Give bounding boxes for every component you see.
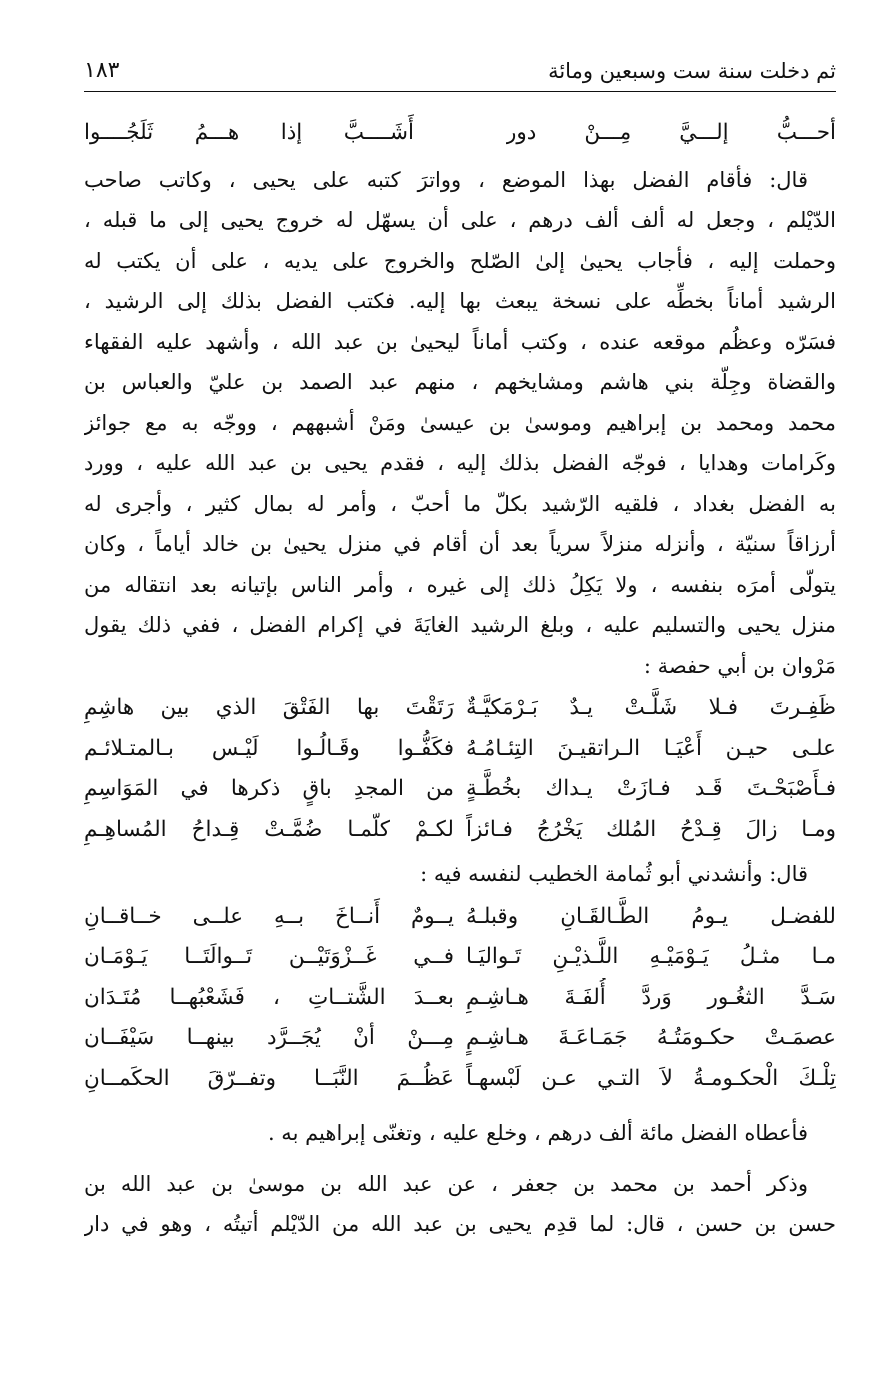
verse-hemistich-right: مـا مثـلُ يَـوْمَيْـهِ اللَّـذيْـنِ تَـواليَـا (466, 944, 836, 969)
spacer (84, 1103, 836, 1113)
verse-hemistich-right: للفضـل يـومُ الطَّـالقَـانِ وقبلـهُ (466, 903, 836, 929)
running-header (84, 55, 836, 92)
paragraph-4 (84, 1164, 836, 1245)
opening-verse (84, 113, 836, 154)
book-page (84, 55, 836, 1345)
verse-hemistich-left: من المجدِ باقٍ ذكرها في المَوَاسِمِ (84, 776, 454, 801)
verse-hemistich-left: لكـمْ كلّمـا ضُمَّـتْ قِـداحُ المُساهِـمِ (84, 816, 454, 842)
text-line: حسن بن حسن ، قال: لما قدِم يحيى بن عبد الله من الدّيْلم أتيتُه ، وهو في دار (84, 1212, 836, 1236)
verse-row (84, 937, 836, 978)
verse-hemistich-right: ظَفِـرتَ فـلا شَلَّـتْ يـدٌ بَـرْمَكيَّـةٌ (466, 695, 836, 720)
paragraph-2: قال: وأنشدني أبو ثُمامة الخطيب لنفسه فيه : (420, 862, 808, 886)
text-line: يتولّى أمرَه بنفسه ، ولا يَكِلُ ذلك إلى غيره ، وأمر الناس بإتيانه بعد انتقاله من (84, 572, 836, 597)
poem-abu-thumama (84, 897, 836, 1100)
verse-hemistich-right: عصمَـتْ حكـومَتُـهُ جَمَـاعَـةَ هـاشِـمٍ (466, 1025, 836, 1050)
verse-row (84, 769, 836, 810)
text-line: فسَرّه وعظُم موقعه عنده ، وكتب أماناً ليحيىٰ بن عبد الله ، وأشهد عليه الفقهاء (84, 329, 836, 354)
verse-hemistich-right: ومـا زالَ قِـدْحُ المُلك يَخْرُجُ فـائزاً (466, 816, 836, 842)
verse-row (84, 729, 836, 770)
paragraph-3: فأعطاه الفضل مائة ألف درهم ، وخلع عليه ، وتغنّى إبراهيم به . (267, 1121, 808, 1145)
verse-hemistich-right: سَـدَّ الثغُـور وَردَّ أُلفَـةَ هـاشِـمِ (466, 984, 836, 1010)
text-line: قال: فأقام الفضل بهذا الموضع ، وواترَ كتبه على يحيى ، وكاتب صاحب (84, 167, 808, 192)
verse-row (84, 688, 836, 729)
verse-hemistich-left: عَظُــمَ النَّبَــا وتفــرّقَ الحكَمــانِ (84, 1065, 454, 1091)
verse-row (84, 1059, 836, 1100)
spacer (84, 1154, 836, 1164)
verse-hemistich-left: فكَفُّـوا وقَـالُـوا لَيْـس بـالمتـلائـم (84, 735, 454, 761)
verse-row (84, 1018, 836, 1059)
verse-hemistich-right: فـأَصْبَحْـتَ قَـد فـازَتْ يـداك بخُطَّـةٍ (466, 776, 836, 801)
verse-row (84, 978, 836, 1019)
verse-row (84, 810, 836, 851)
verse-hemistich-right: تِلْـكَ الْحكـومـةُ لاَ التـي عـن لَبْسهـاً (466, 1065, 836, 1091)
page-number: ١٨٣ (84, 58, 120, 83)
text-line: أرزاقاً سنيّة ، وأنزله منزلاً سرياً بعد أن أقام في منزل يحيىٰ بن خالد أياماً ، وكان (84, 532, 836, 556)
text-line: محمد ومحمد بن إبراهيم وموسىٰ بن عيسىٰ ومَنْ أشبههم ، ووجّه به مع جوائز (84, 410, 836, 435)
verse-hemistich-right: علـى حيـن أَعْيَـا الـراتقيـنَ التِئـامُـهُ (466, 735, 836, 761)
verse-hemistich-left: رَتَقْتَ بها الفَتْقَ الذي بين هاشِمِ (84, 695, 454, 720)
text-line: منزل يحيى والتسليم عليه ، وبلغ الرشيد الغايَةَ في إكرام الفضل ، ففي ذلك يقول (84, 613, 836, 637)
text-line: الدّيْلم ، وجعل له ألف ألف درهم ، على أن يسهّل له خروج يحيى إلى ما قبله ، (84, 208, 836, 232)
text-line: والقضاة وجِلّة بني هاشم ومشايخهم ، منهم عبد الصمد بن عليّ والعباس بن (84, 370, 836, 394)
text-line: وذكر أحمد بن محمد بن جعفر ، عن عبد الله بن موسىٰ بن عبد الله بن (84, 1171, 808, 1196)
verse-hemistich-left: فــي غَــزْوَتَيْــن تَــوالَتَــا يَـوْمَـان (84, 944, 454, 969)
verse-hemistich-left: مِـــنْ أنْ يُجَــرَّد بينهــا سَيْفَــان (84, 1025, 454, 1050)
verse-hemistich-left: أَشَــــبَّ إذا هـــمُ ثَلَجُــــوا (84, 120, 414, 145)
text-line: الرشيد أماناً بخطِّه على نسخة يبعث بها إليه. فكتب الفضل بذلك إلى الرشيد ، (84, 289, 836, 313)
paragraph-1 (84, 160, 836, 687)
verse-hemistich-left: بعــدَ الشَّتــاتِ ، فَشَعْبُهــا مُتَـدَان (84, 984, 454, 1010)
verse-row (84, 897, 836, 938)
text-line: به الفضل بغداد ، فلقيه الرّشيد بكلّ ما أحبّ ، وأمر له بمال كثير ، وأجرى له (84, 491, 836, 516)
text-line: وكَرامات وهدايا ، فوجّه الفضل بذلك إليه ، فقدم يحيى بن عبد الله عليه ، وورد (84, 451, 836, 475)
poem-marwan (84, 688, 836, 850)
page-content (84, 113, 836, 1245)
running-title: ثم دخلت سنة ست وسبعين ومائة (548, 59, 836, 83)
text-line: وحملت إليه ، فأجاب يحيىٰ إلىٰ الصّلح والخروج على يديه ، على أن يكتب له (84, 248, 836, 273)
text-line: مَرْوان بن أبي حفصة : (643, 653, 836, 678)
verse-hemistich-right: أحـــبُّ إلـــيَّ مِـــنْ دور (506, 120, 836, 145)
verse-hemistich-left: يــومٌ أَنــاخَ بــهِ علــى خــاقــانِ (84, 903, 454, 929)
